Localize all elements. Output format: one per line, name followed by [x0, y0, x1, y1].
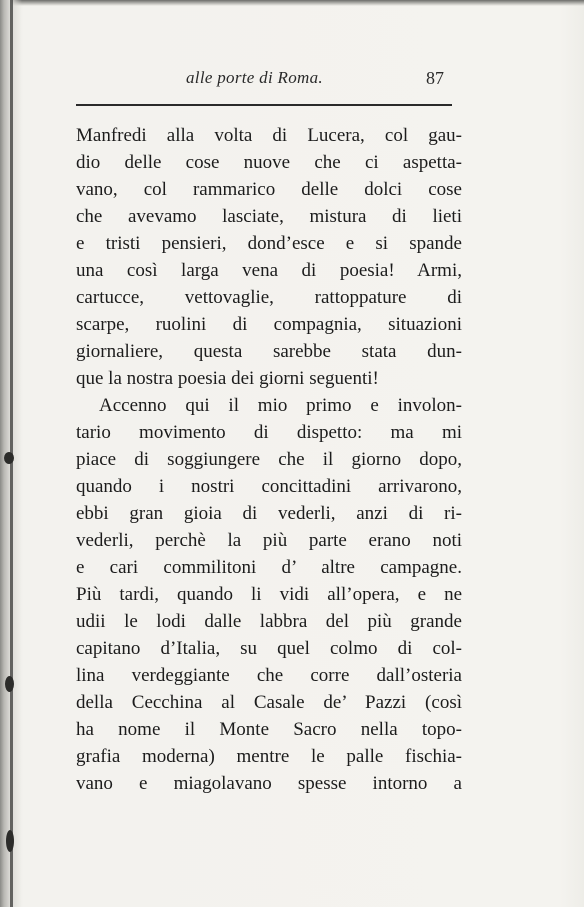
text-line: udii le lodi dalle labbra del più grande: [76, 611, 462, 632]
text-line: vano, col rammarico delle dolci cose: [76, 179, 462, 200]
text-line: vederli, perchè la più parte erano noti: [76, 530, 462, 551]
text-line: e tristi pensieri, dond’esce e si spande: [76, 233, 462, 254]
text-line: cartucce, vettovaglie, rattoppature di: [76, 287, 462, 308]
text-line: piace di soggiungere che il giorno dopo,: [76, 449, 462, 470]
ink-smudge: [6, 830, 14, 852]
page-number: 87: [426, 68, 444, 88]
text-line: ebbi gran gioia di vederli, anzi di ri-: [76, 503, 462, 524]
text-line: giornaliere, questa sarebbe stata dun-: [76, 341, 462, 362]
text-line: dio delle cose nuove che ci aspetta-: [76, 152, 462, 173]
text-line: tario movimento di dispetto: ma mi: [76, 422, 462, 443]
running-head-title: alle porte di Roma.: [186, 68, 323, 87]
text-line: e cari commilitoni d’ altre campagne.: [76, 557, 462, 578]
ink-smudge: [5, 676, 14, 692]
text-line: capitano d’Italia, su quel colmo di col-: [76, 638, 462, 659]
text-line: vano e miagolavano spesse intorno a: [76, 773, 462, 794]
text-line: grafia moderna) mentre le palle fischia-: [76, 746, 462, 767]
text-line: una così larga vena di poesia! Armi,: [76, 260, 462, 281]
text-line: ha nome il Monte Sacro nella topo-: [76, 719, 462, 740]
text-line: que la nostra poesia dei giorni seguenti!: [76, 368, 379, 389]
page-top-edge: [0, 0, 584, 6]
header-rule: [76, 104, 452, 106]
ink-smudge: [4, 452, 14, 464]
text-line: Più tardi, quando li vidi all’opera, e ne: [76, 584, 462, 605]
text-line: scarpe, ruolini di compagnia, situazioni: [76, 314, 462, 335]
text-line: che avevamo lasciate, mistura di lieti: [76, 206, 462, 227]
text-line: Accenno qui il mio primo e involon-: [99, 395, 462, 416]
text-line: lina verdeggiante che corre dall’osteria: [76, 665, 462, 686]
text-line: quando i nostri concittadini arrivarono,: [76, 476, 462, 497]
text-line: Manfredi alla volta di Lucera, col gau-: [76, 125, 462, 146]
text-line: della Cecchina al Casale de’ Pazzi (così: [76, 692, 462, 713]
